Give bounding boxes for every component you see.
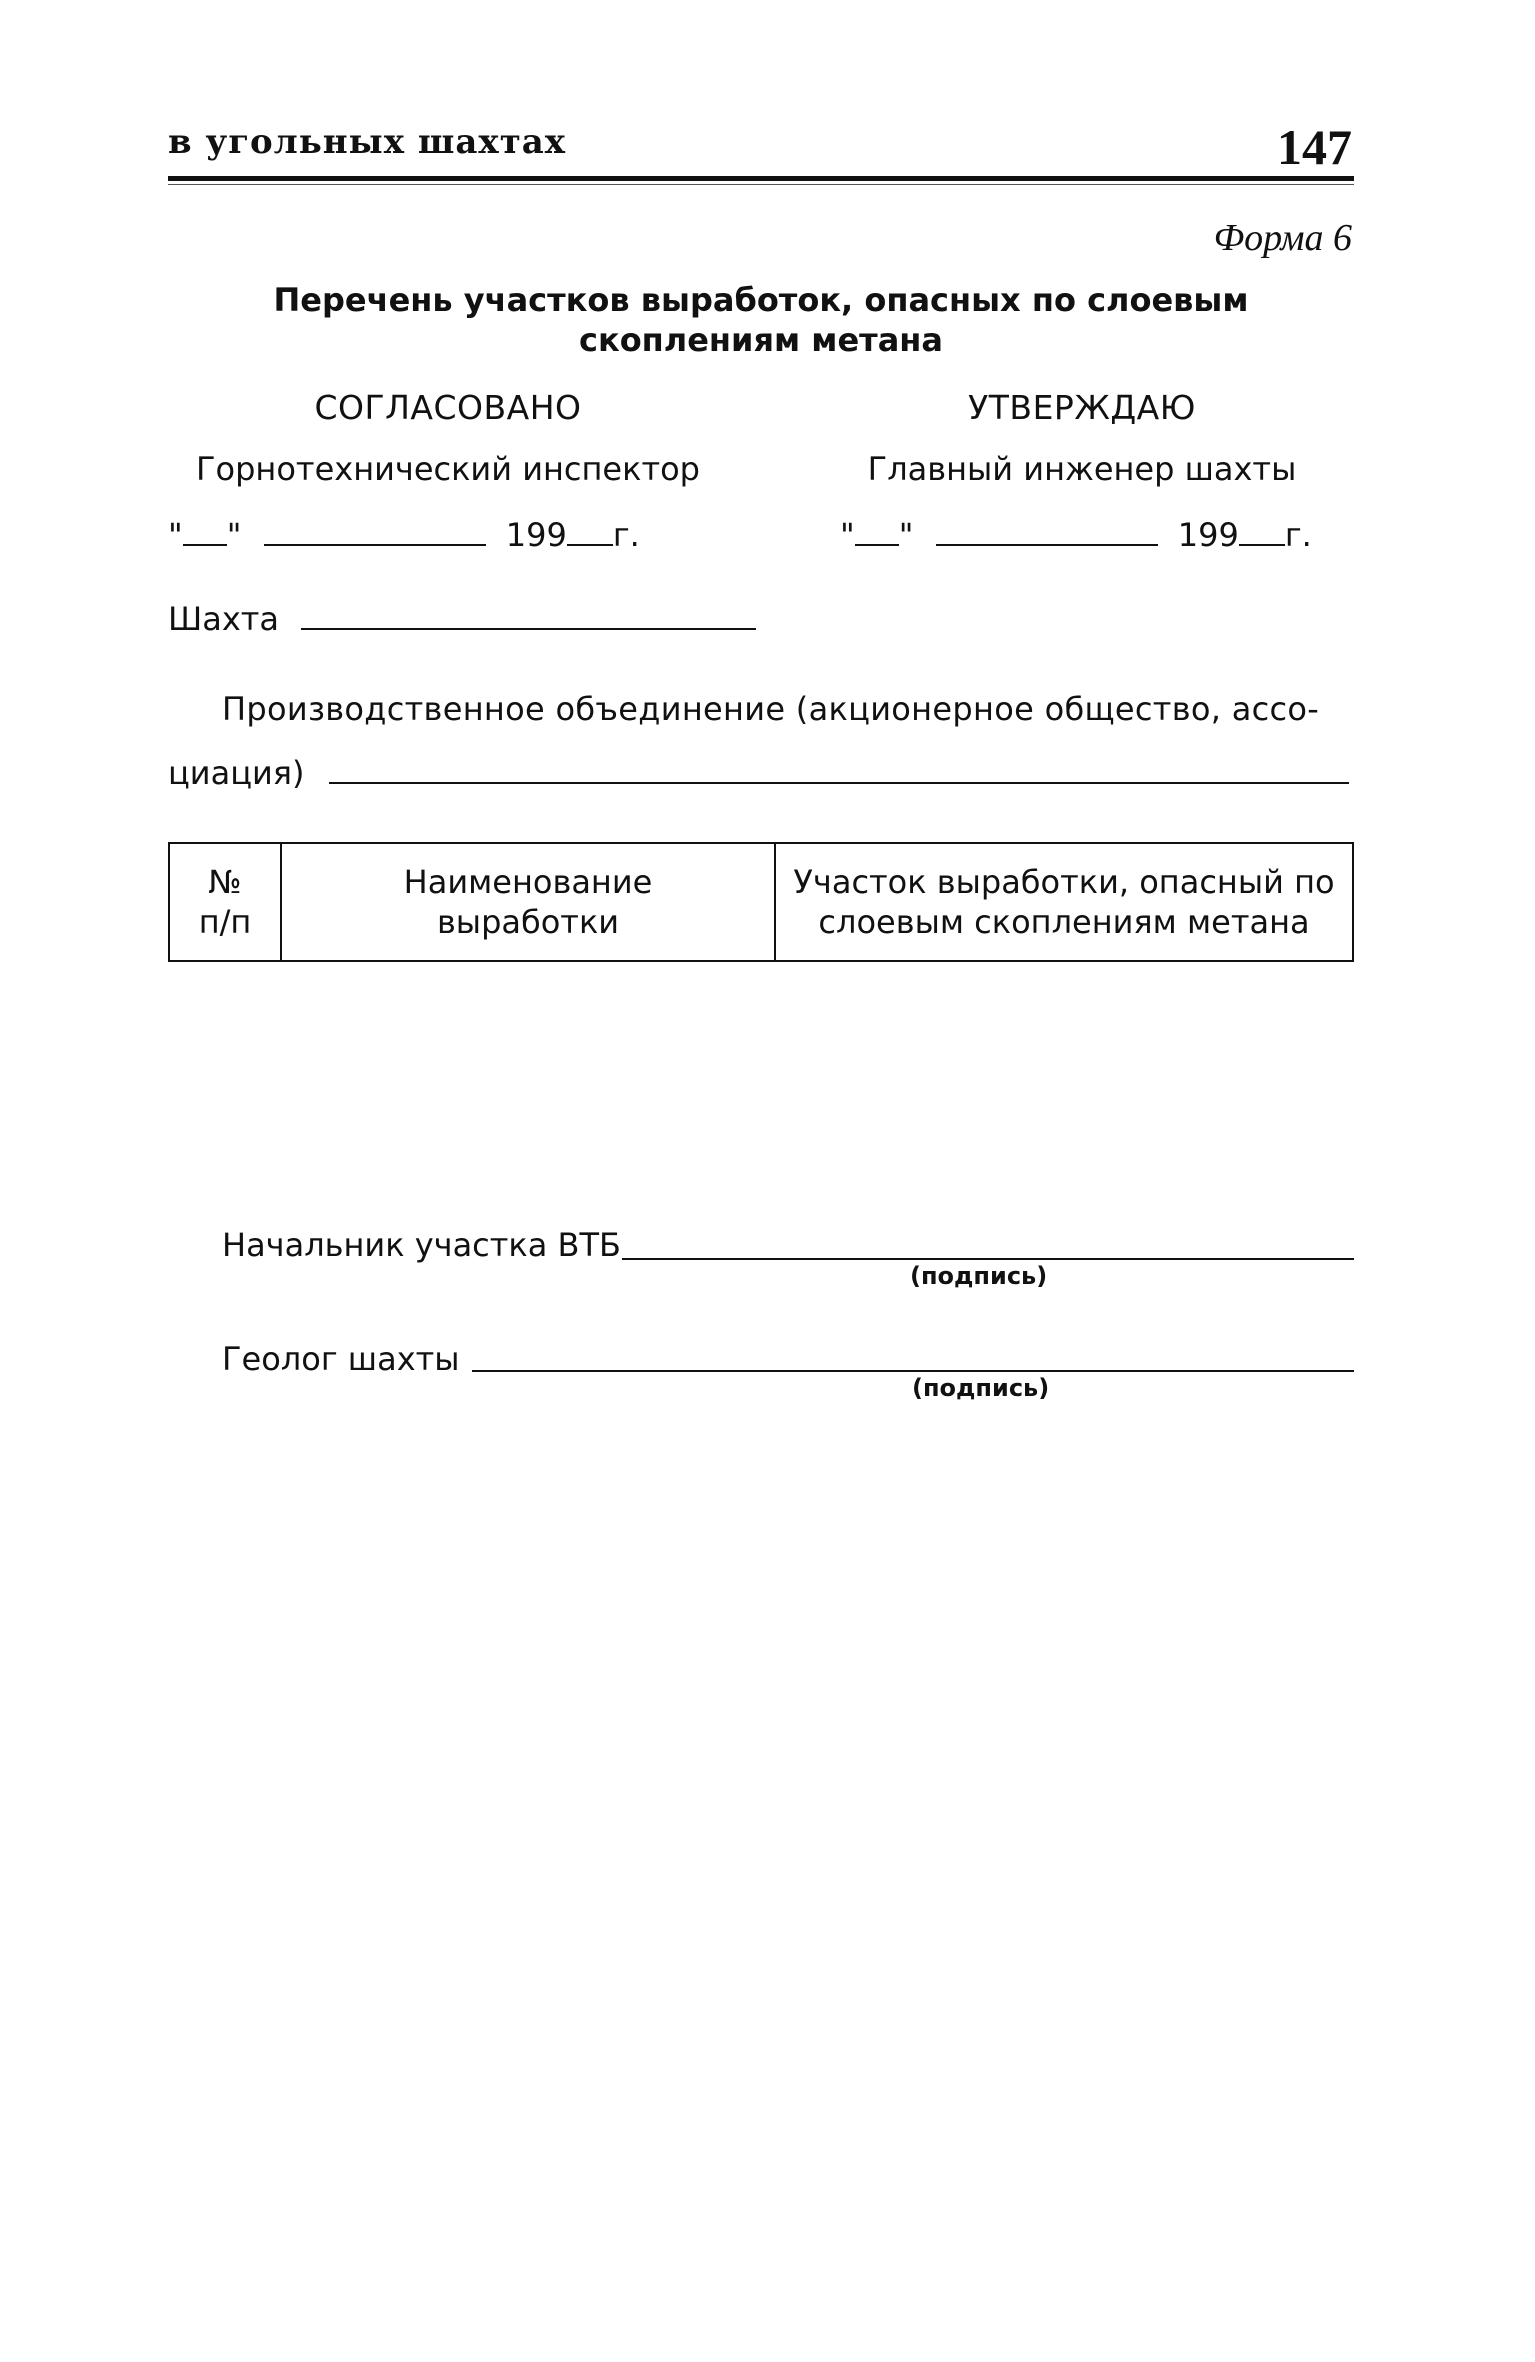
association-line-1: Производственное объединение (акционерное общество, ассо- [222, 690, 1320, 728]
mine-field [168, 598, 756, 638]
form-label: Форма 6 [1213, 217, 1352, 259]
month-blank[interactable] [264, 514, 486, 546]
header-line: слоевым скоплениям метана [818, 903, 1310, 941]
approved-heading: УТВЕРЖДАЮ [968, 388, 1196, 427]
title-line-2: скоплениям метана [579, 321, 943, 359]
quote-close: " [226, 516, 242, 554]
header-rule [168, 176, 1354, 181]
document-title [168, 280, 1354, 360]
page-number: 147 [1277, 119, 1352, 175]
approved-date-line [840, 514, 1312, 554]
agreed-heading: СОГЛАСОВАНО [314, 388, 582, 427]
agreed-date-line [168, 514, 640, 554]
gas-areas-table [168, 842, 1354, 962]
col-name-header [281, 843, 775, 961]
month-blank[interactable] [936, 514, 1158, 546]
quote-open: " [840, 516, 855, 554]
signature-label: Геолог шахты [222, 1340, 460, 1378]
year-blank[interactable] [1239, 514, 1285, 546]
mine-label: Шахта [168, 600, 280, 638]
mine-blank[interactable] [301, 598, 756, 630]
year-suffix: г. [1284, 516, 1312, 554]
signature-line-geologist[interactable] [472, 1370, 1354, 1372]
col-area-header [775, 843, 1353, 961]
year-prefix: 199 [1177, 516, 1239, 554]
year-prefix: 199 [505, 516, 567, 554]
association-blank[interactable] [329, 752, 1349, 784]
signature-caption: (подпись) [912, 1374, 1050, 1402]
header-line: № [208, 863, 242, 901]
day-blank[interactable] [183, 514, 227, 546]
running-title: в угольных шахтах [168, 122, 567, 162]
association-field [168, 752, 1349, 792]
signature-label: Начальник участка ВТБ [222, 1226, 621, 1264]
table-header-row [169, 843, 1353, 961]
agreed-role: Горнотехнический инспектор [196, 450, 700, 488]
title-line-1: Перечень участков выработок, опасных по слоевым [273, 281, 1249, 319]
association-line-2: циация) [168, 754, 305, 792]
header-line: п/п [198, 903, 252, 941]
header-rule-thin [168, 184, 1354, 185]
quote-open: " [168, 516, 183, 554]
day-blank[interactable] [855, 514, 899, 546]
header-line: Участок выработки, опасный по [793, 863, 1335, 901]
year-blank[interactable] [567, 514, 613, 546]
header-line: выработки [436, 903, 620, 941]
approved-role: Главный инженер шахты [867, 450, 1297, 488]
year-suffix: г. [612, 516, 640, 554]
col-number-header [169, 843, 281, 961]
signature-section-chief [222, 1226, 621, 1264]
quote-close: " [898, 516, 914, 554]
header-line: Наименование [403, 863, 653, 901]
signature-line-chief[interactable] [622, 1258, 1354, 1260]
signature-section-geologist [222, 1340, 460, 1378]
signature-caption: (подпись) [910, 1262, 1048, 1290]
